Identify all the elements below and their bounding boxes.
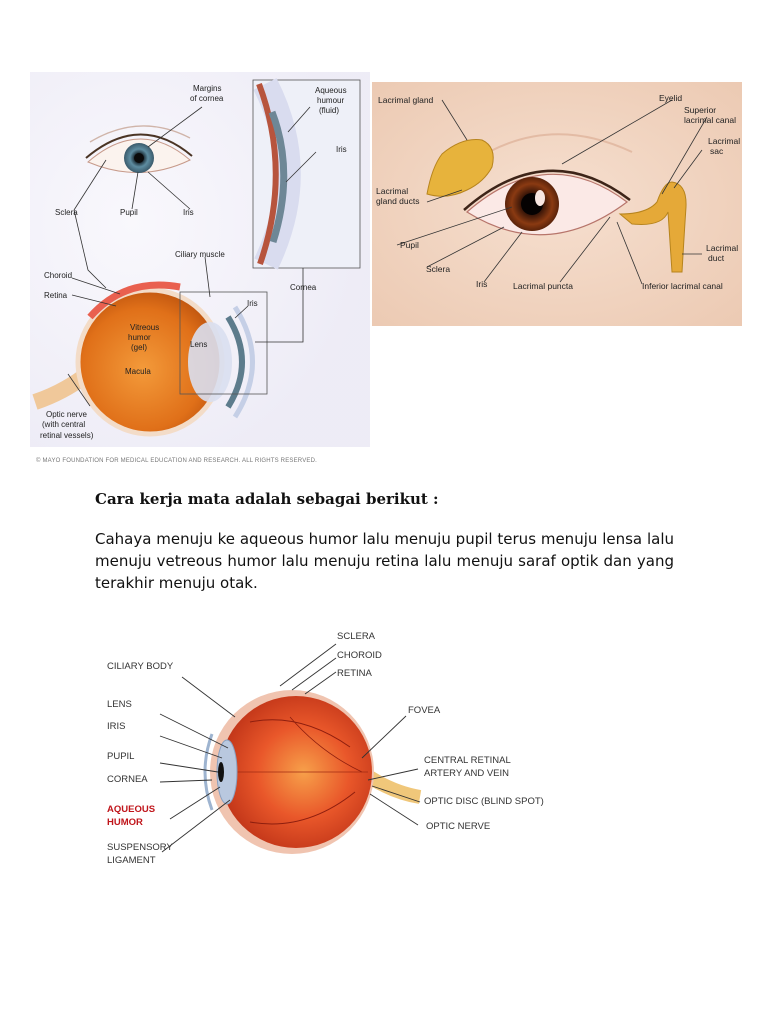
label-aqueous-humour-3: (fluid) [319,106,340,115]
label-lacrimal-puncta: Lacrimal puncta [513,281,574,291]
label-sclera: SCLERA [337,631,376,642]
label-iris-closeup: Iris [183,208,194,217]
label-lacrimal-duct-2: duct [708,253,725,263]
label-fovea: FOVEA [408,705,441,716]
label-optic-nerve-3: retinal vessels) [40,431,94,440]
label-iris-inset: Iris [336,145,347,154]
label-macula: Macula [125,367,151,376]
label-retina: Retina [44,291,68,300]
label-lens: Lens [190,340,208,349]
label-pupil: PUPIL [107,751,135,762]
label-retina: RETINA [337,668,372,679]
label-eyelid: Eyelid [659,93,683,103]
label-margins-of-cornea-2: of cornea [190,94,224,103]
label-vitreous-humor: Vitreous [130,323,160,332]
label-lacrimal-sac: Lacrimal [708,136,741,146]
body-paragraph: Cahaya menuju ke aqueous humor lalu menuju pupil terus menuju lensa lalu menuju vetreous humor lalu menuju retina lalu menuju saraf optik dan yang terakhir menuju otak. [95,530,674,592]
label-cornea: Cornea [290,283,317,292]
label-inferior-lacrimal-canal: Inferior lacrimal canal [642,281,723,291]
label-suspensory-ligament: SUSPENSORY [107,842,173,853]
label-margins-of-cornea: Margins [193,84,222,93]
label-superior-lacrimal-canal: Superior [684,105,717,115]
label-choroid: Choroid [44,271,73,280]
label-optic-nerve-2: (with central [42,420,86,429]
label-iris-section: Iris [247,299,258,308]
label-vitreous-humor-3: (gel) [131,343,148,352]
label-optic-disc: OPTIC DISC (BLIND SPOT) [424,796,544,807]
label-lens: LENS [107,699,132,710]
label-sclera: Sclera [55,208,78,217]
label-iris: Iris [476,279,488,289]
label-aqueous-humour: Aqueous [315,86,347,95]
label-cornea: CORNEA [107,774,148,785]
cornea-zoom-inset [253,80,360,268]
label-vitreous-humor-2: humor [128,333,151,342]
copyright-notice: © MAYO FOUNDATION FOR MEDICAL EDUCATION AND RESEARCH. ALL RIGHTS RESERVED. [36,458,318,464]
label-ciliary-body: CILIARY BODY [107,661,174,672]
label-sclera: Sclera [426,264,451,274]
label-pupil: Pupil [120,208,138,217]
label-choroid: CHOROID [337,650,382,661]
label-lacrimal-sac-2: sac [710,146,724,156]
label-aqueous-humor: AQUEOUS [107,804,156,815]
label-suspensory-ligament-2: LIGAMENT [107,855,156,866]
section-heading: Cara kerja mata adalah sebagai berikut : [95,490,439,508]
label-optic-nerve: Optic nerve [46,410,87,419]
label-lacrimal-gland-ducts: Lacrimal [376,186,409,196]
label-aqueous-humour-2: humour [317,96,345,105]
label-central-retinal: CENTRAL RETINAL [424,755,511,766]
label-optic-nerve: OPTIC NERVE [426,821,491,832]
eye-cross-section-figure [100,622,560,872]
label-lacrimal-duct: Lacrimal [706,243,739,253]
label-lacrimal-gland-ducts-2: gland ducts [376,196,420,206]
label-lacrimal-gland: Lacrimal gland [378,95,434,105]
label-aqueous-humor-2: HUMOR [107,817,143,828]
label-ciliary-muscle: Ciliary muscle [175,250,225,259]
label-central-retinal-2: ARTERY AND VEIN [424,768,510,779]
eye-cross-section-illustration [205,690,420,854]
lacrimal-apparatus-figure [372,82,742,326]
label-iris: IRIS [107,721,126,732]
label-superior-lacrimal-canal-2: lacrimal canal [684,115,736,125]
eye-anatomy-figure [30,72,370,467]
label-pupil: Pupil [400,240,419,250]
